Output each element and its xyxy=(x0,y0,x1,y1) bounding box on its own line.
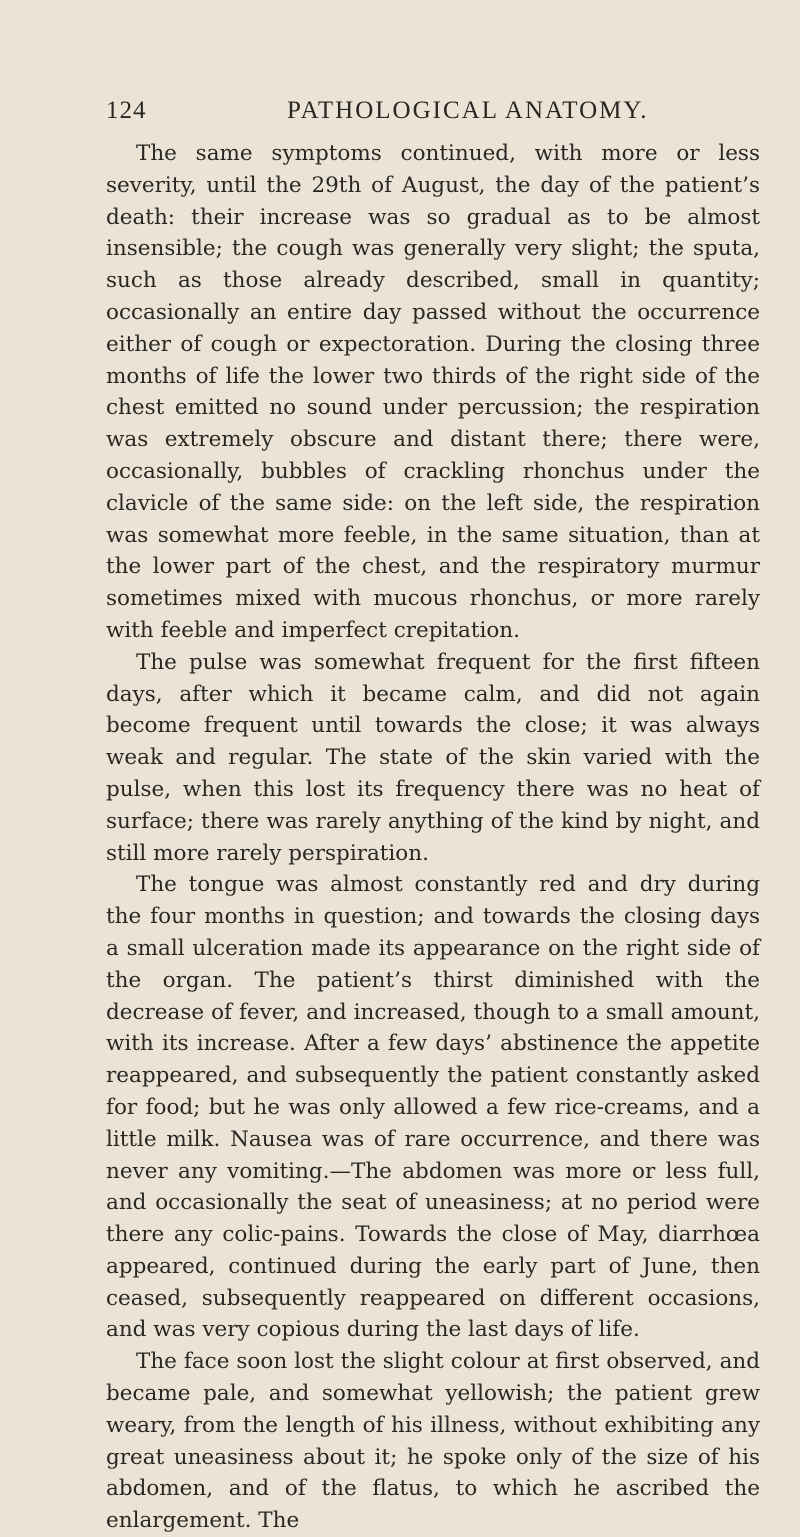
body-text xyxy=(106,138,760,1537)
paragraph-pulse: The pulse was somewhat frequent for the first fifteen days, after which it became calm, and did not again become frequent until towards the close; it was always weak and regular. The state of the skin varied with the pulse, when this lost its frequency there was no heat of surface; there was rarely anything of the kind by night, and still more rarely perspiration. xyxy=(106,649,760,866)
paragraph-tongue: The tongue was almost constantly red and dry during the four months in question; and towards the closing days a small ulceration made its appearance on the right side of the organ. The patient’s thirst diminished with the decrease of fever, and increased, though to a small amount, with its increase. After a few days’ abstinence the appetite reappeared, and subsequently the patient constantly asked for food; but he was only allowed a few rice-creams, and a little milk. Nausea was of rare occurrence, and there was never any vomiting.—The abdomen was more or less full, and occasionally the seat of uneasiness; at no period were there any colic-pains. Towards the close of May, diarrhœa appeared, continued during the early part of June, then ceased, subsequently reappeared on different occasions, and was very copious during the last days of life. xyxy=(106,872,760,1343)
paragraph-face: The face soon lost the slight colour at first observed, and became pale, and somewhat yellowish; the patient grew weary, from the length of his illness, without exhibiting any great uneasiness about it; he spoke only of the size of his abdomen, and of the flatus, to which he ascribed the enlargement. The xyxy=(106,1349,760,1534)
page-number: 124 xyxy=(106,97,147,124)
paragraph-symptoms: The same symptoms continued, with more or less severity, until the 29th of August, the day of the patient’s death: their increase was so gradual as to be almost insensible; the cough was generally very slight; the sputa, such as those already described, small in quantity; occasionally an entire day passed without the occurrence either of cough or expectoration. During the closing three months of life the lower two thirds of the right side of the chest emitted no sound under percussion; the respiration was extremely obscure and distant there; there were, occasionally, bubbles of crackling rhonchus under the clavicle of the same side: on the left side, the respiration was somewhat more feeble, in the same situation, than at the lower part of the chest, and the respiratory murmur sometimes mixed with mucous rhonchus, or more rarely with feeble and imperfect crepitation. xyxy=(106,141,760,643)
running-head xyxy=(106,97,760,129)
running-title: PATHOLOGICAL ANATOMY. xyxy=(287,97,649,124)
